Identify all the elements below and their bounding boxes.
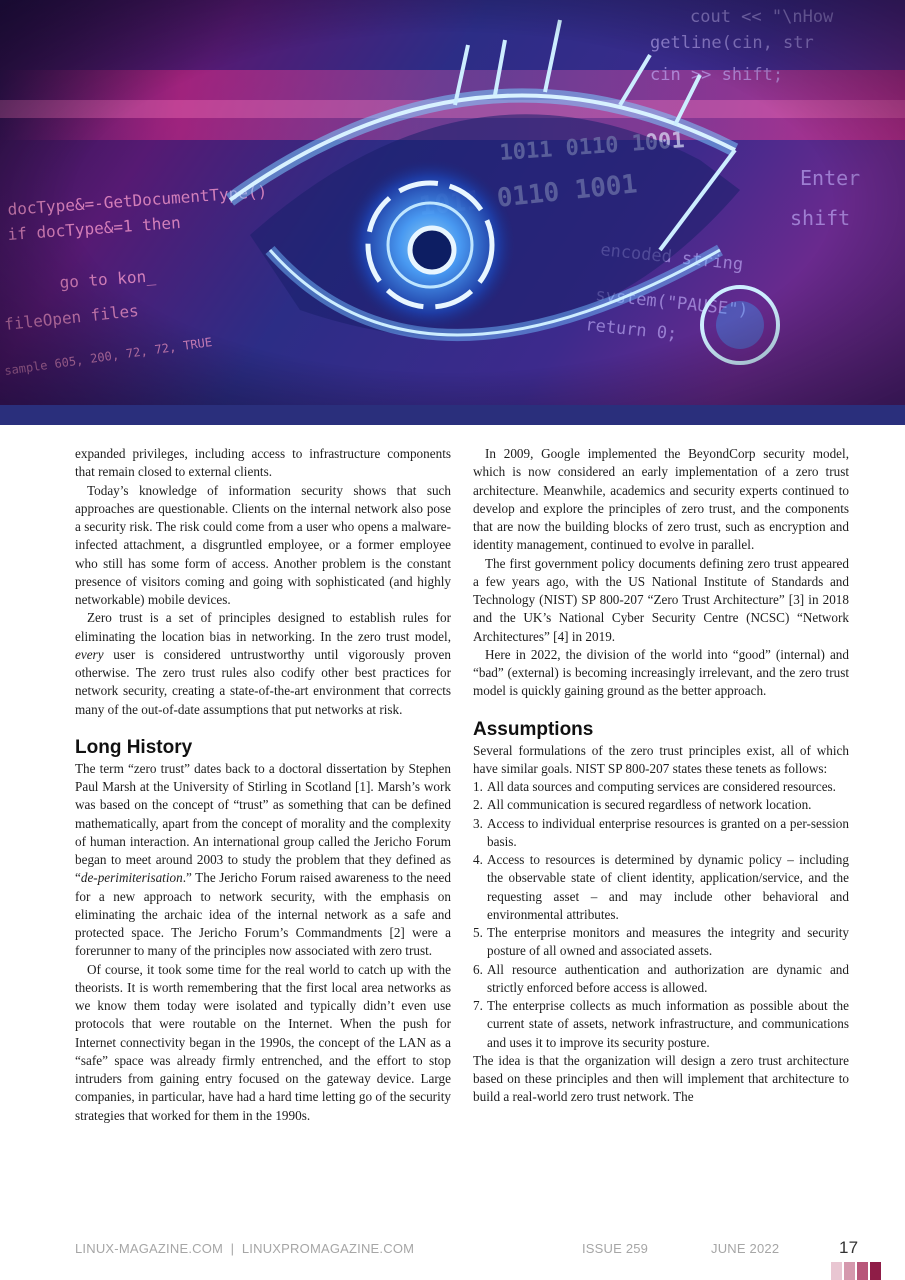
page-number: 17	[839, 1238, 859, 1257]
paragraph: Today’s knowledge of information security shows that such approaches are questionable. Clients on the internal network also pose a security risk. The risk could come from a user who opens a malware-infected attachment, a disgruntled employee, or a former employee who still has some form of access. Another problem is the constant presence of visitors coming and going with sophisticated (and highly networkable) mobile devices.	[75, 482, 451, 607]
footer-issue: ISSUE 259	[582, 1241, 649, 1256]
paragraph: The first government policy documents defining zero trust appeared a few years ago, with the US National Institute of Standards and Technology (NIST) SP 800-207 “Zero Trust Architecture” [3] in 2018 and the UK’s National Cyber Security Centre (NCSC) “Network Architectures” [4] in 2019.	[473, 555, 849, 644]
list-item: 6. All resource authentication and authorization are dynamic and strictly enforced before access is allowed.	[473, 961, 849, 995]
decor-square	[844, 1262, 855, 1280]
hero-illustration	[0, 0, 905, 405]
list-item: 5. The enterprise monitors and measures the integrity and security posture of all owned and associated assets.	[473, 925, 849, 959]
tenets-list	[473, 778, 849, 1052]
section-heading-assumptions: Assumptions	[473, 718, 594, 740]
paragraph: The idea is that the organization will design a zero trust architecture based on these principles and then will implement that architecture to build a real-world zero trust network. The	[473, 1052, 849, 1105]
footer-websites: LINUX-MAGAZINE.COM | LINUXPROMAGAZINE.COM	[75, 1241, 415, 1256]
hero-bottom-strip	[0, 405, 905, 425]
list-item: 4. Access to resources is determined by dynamic policy – including the observable state of client identity, application/service, and the requesting asset – and may include other behavioral and environmental attributes.	[473, 852, 849, 922]
paragraph: Several formulations of the zero trust principles exist, all of which have similar goals. NIST SP 800-207 states these tenets as follows:	[473, 742, 849, 776]
section-heading-long-history: Long History	[75, 736, 193, 758]
decorative-squares	[831, 1262, 881, 1280]
paragraph: Here in 2022, the division of the world into “good” (internal) and “bad” (external) is becoming increasingly irrelevant, and the zero trust model is quickly gaining ground as the better approach.	[473, 646, 849, 699]
list-item: 1. All data sources and computing services are considered resources.	[473, 779, 836, 794]
paragraph: expanded privileges, including access to infrastructure components that remain closed to external clients.	[75, 446, 451, 480]
emphasis: de-perimiterisation	[80, 870, 183, 886]
footer-date: JUNE 2022	[711, 1241, 780, 1256]
list-item: 3. Access to individual enterprise resources is granted on a per-session basis.	[473, 815, 849, 849]
list-item: 2. All communication is secured regardless of network location.	[473, 797, 812, 813]
decor-square	[870, 1262, 881, 1280]
paragraph: Of course, it took some time for the real world to catch up with the theorists. It is worth remembering that the first local area networks as we know them today were isolated and typically didn’t even use protocols that were routable on the Internet. When the push for Internet connectivity began in the 1990s, the concept of the LAN as a “safe” space was already firmly entrenched, and the effort to stop intruders from gaining entry focused on the gateway device. Large companies, in particular, have had a hard time letting go of the security strategies that worked for them in the 1990s.	[75, 961, 451, 1123]
emphasis: every	[75, 646, 104, 662]
right-column	[473, 445, 849, 1107]
paragraph: Zero trust is a set of principles designed to establish rules for eliminating the location bias in networking. In the zero trust model, every user is considered untrustworthy until vigorously proven otherwise. The zero trust rules also codify other best practices for network security, creating a state-of-the-art environment that corrects many of the out-of-date assumptions that put networks at risk.	[75, 610, 451, 717]
left-column	[75, 445, 451, 1125]
cyber-eye-image	[0, 0, 905, 405]
paragraph: The term “zero trust” dates back to a doctoral dissertation by Stephen Paul Marsh at the University of Stirling in Scotland [1]. Marsh’s work was based on the concept of “trust” as something that can be defined mathematically, apart from the concept of morality and the complexity of human interaction. An international group called the Jericho Forum began to meet around 2003 to study the problem that they defined as “de-perimiterisation.” The Jericho Forum raised awareness to the need for a new approach to network security, with the emphasis on eliminating the archaic idea of the internal network as a safe and protected space. The Jericho Forum’s Commandments [2] were a forerunner to many of the principles now associated with zero trust.	[75, 760, 451, 959]
decor-square	[831, 1262, 842, 1280]
page-footer	[0, 1238, 905, 1261]
paragraph: In 2009, Google implemented the BeyondCorp security model, which is now considered an early implementation of a zero trust architecture. Meanwhile, academics and security experts continued to develop and explore the principles of zero trust, and the components that are now the building blocks of zero trust, such as encryption and identity management, continued to evolve in parallel.	[473, 446, 849, 553]
list-item: 7. The enterprise collects as much information as possible about the current state of assets, network infrastructure, and communications and uses it to improve its security posture.	[473, 998, 849, 1050]
decor-square	[857, 1262, 868, 1280]
